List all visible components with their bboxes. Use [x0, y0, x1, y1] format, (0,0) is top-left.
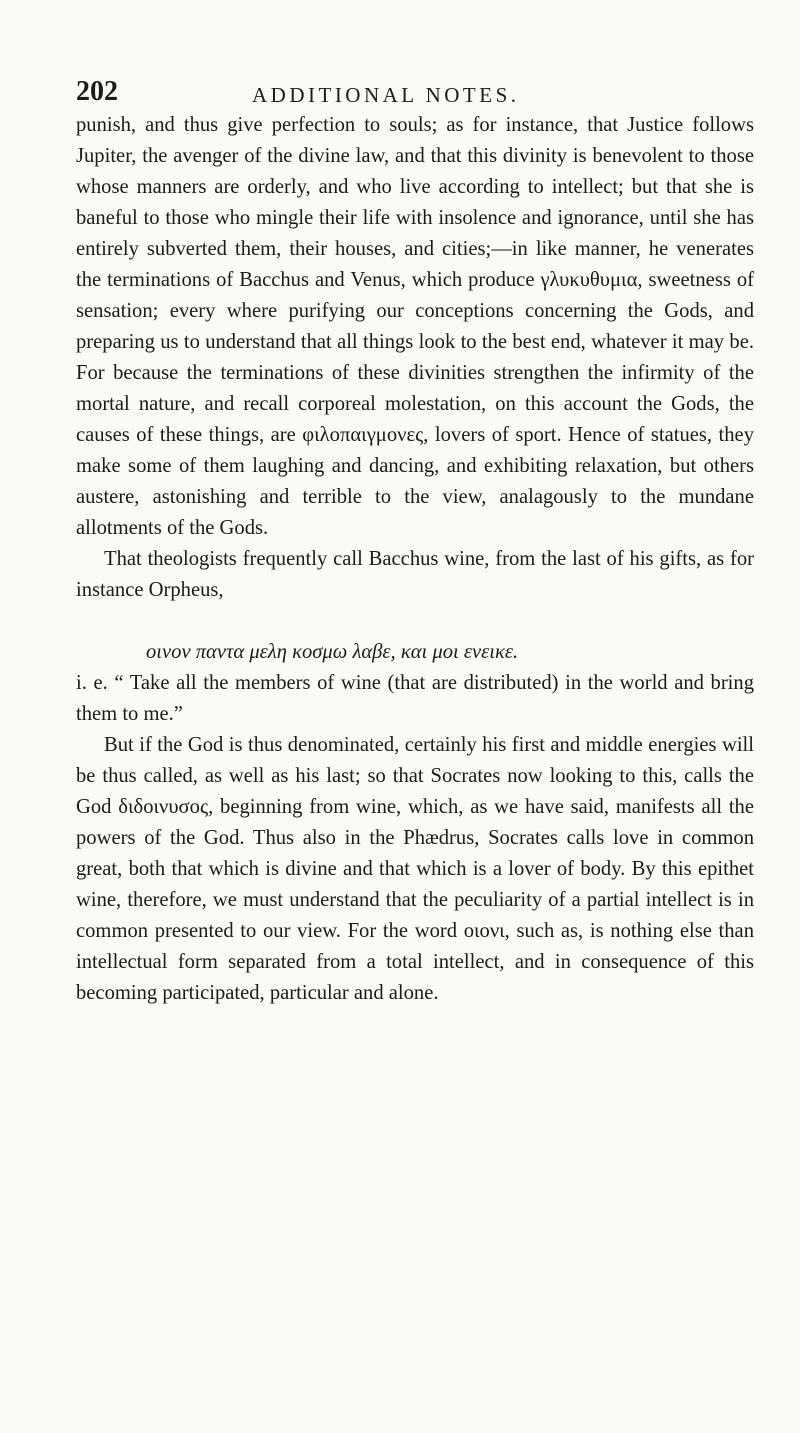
running-head: ADDITIONAL NOTES.: [252, 83, 520, 107]
greek-quotation: οινον παντα μελη κοσμω λαβε, και μοι ενεικε.: [146, 641, 519, 663]
body-text: [76, 110, 754, 1009]
paragraph-2: That theologists frequently call Bacchus wine, from the last of his gifts, as for instance Orpheus,: [76, 548, 754, 601]
paragraph-1: punish, and thus give perfection to souls; as for instance, that Justice follows Jupiter, the avenger of the divine law, and that this divinity is benevolent to those whose manners are orderly, and who live according to intellect; but that she is baneful to those who mingle their life with insolence and ignorance, until she has entirely subverted them, their houses, and cities;—in like manner, he venerates the terminations of Bacchus and Venus, which produce γλυκυθυμια, sweetness of sensation; every where purifying our conceptions concerning the Gods, and preparing us to understand that all things look to the best end, whatever it may be. For because the terminations of these divinities strengthen the infirmity of the mortal nature, and recall corporeal molestation, on this account the Gods, the causes of these things, are φιλοπαιγμονες, lovers of sport. Hence of statues, they make some of them laughing and dancing, and exhibiting relaxation, but others austere, astonishing and terrible to the view, analagously to the mundane allotments of the Gods.: [76, 114, 754, 539]
quotation-translation: i. e. “ Take all the members of wine (that are distributed) in the world and bring them to me.”: [76, 672, 754, 725]
page-number: 202: [76, 76, 118, 107]
paragraph-3: But if the God is thus denominated, certainly his first and middle energies will be thus called, as well as his last; so that Socrates now looking to this, calls the God διδοινυσος, beginning from wine, which, as we have said, manifests all the powers of the God. Thus also in the Phædrus, Socrates calls love in common great, both that which is divine and that which is a lover of body. By this epithet wine, therefore, we must understand that the peculiarity of a partial intellect is in common presented to our view. For the word οιονι, such as, is nothing else than intellectual form separated from a total intellect, and in consequence of this becoming participated, particular and alone.: [76, 734, 754, 1004]
page: [76, 76, 754, 1004]
